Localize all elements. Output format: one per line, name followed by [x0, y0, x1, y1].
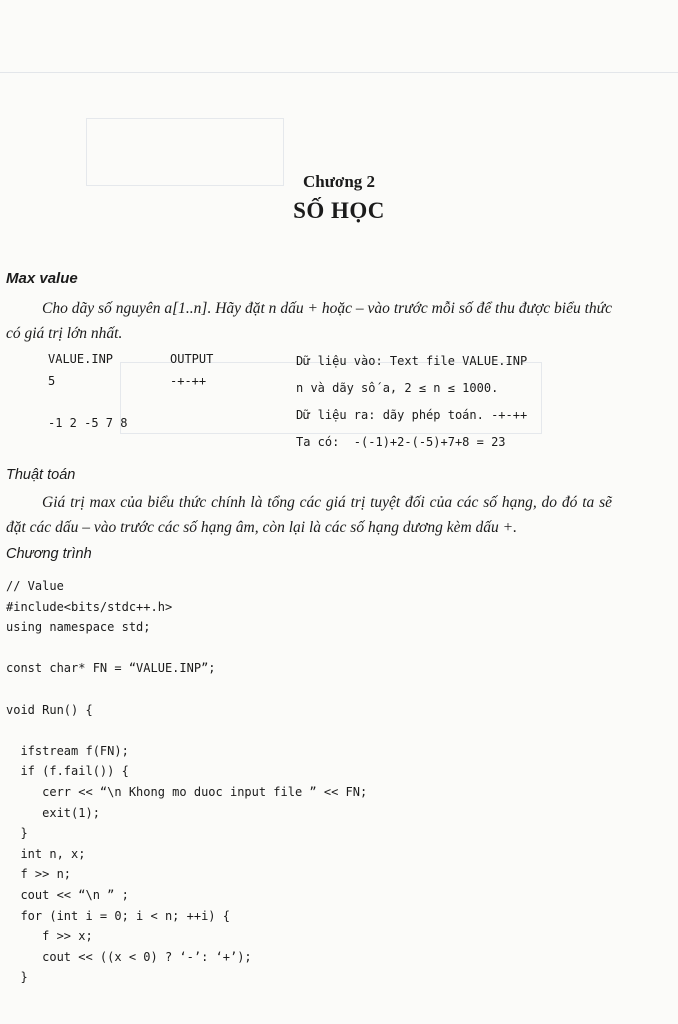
- code-line: exit(1);: [6, 805, 100, 820]
- code-line: }: [6, 970, 28, 985]
- io-note: Dữ liệu ra: dãy phép toán. -+-++: [296, 408, 528, 422]
- io-input-header: VALUE.INP: [48, 352, 114, 366]
- io-input-line2: -1 2 -5 7 8: [48, 416, 128, 430]
- code-line: ifstream f(FN);: [6, 743, 129, 758]
- io-input-line1: 5: [48, 374, 56, 388]
- io-note: n và dãy số a, 2 ≤ n ≤ 1000.: [296, 381, 499, 395]
- problem-statement-text: Cho dãy số nguyên a[1..n]. Hãy đặt n dấu + hoặc – vào trước mỗi số để thu được biểu thức có giá trị lớn nhất.: [6, 300, 612, 342]
- problem-title: Max value: [6, 270, 78, 287]
- io-note: Ta có: -(-1)+2-(-5)+7+8 = 23: [296, 435, 506, 449]
- code-line: const char* FN = “VALUE.INP”;: [6, 661, 216, 676]
- algorithm-heading: Thuật toán: [6, 467, 76, 483]
- algorithm-text: [6, 490, 612, 540]
- code-line: // Value: [6, 579, 64, 593]
- code-line: cout << “\n ” ;: [6, 887, 129, 902]
- problem-statement: [6, 296, 612, 346]
- io-output-header: OUTPUT: [170, 352, 214, 366]
- code-line: for (int i = 0; i < n; ++i) {: [6, 908, 230, 923]
- code-line: int n, x;: [6, 846, 86, 861]
- code-listing: [6, 576, 367, 988]
- code-line: void Run() {: [6, 702, 93, 717]
- code-line: using namespace std;: [6, 620, 151, 635]
- code-line: [6, 679, 367, 700]
- code-line: cerr << “\n Khong mo duoc input file ” << FN;: [6, 784, 368, 799]
- code-line: f >> x;: [6, 929, 93, 944]
- bleed-through-table: [120, 362, 542, 434]
- io-note: Dữ liệu vào: Text file VALUE.INP: [296, 354, 528, 368]
- bleed-through-rule: [0, 72, 678, 73]
- chapter-number: Chương 2: [302, 172, 376, 191]
- code-line: }: [6, 826, 28, 841]
- algorithm-text-body: Giá trị max của biểu thức chính là tổng các giá trị tuyệt đối của các số hạng, do đó ta sẽ đặt các dấu – vào trước các số hạng âm, còn lại là các số hạng dương kèm dấu +.: [6, 494, 612, 536]
- io-output-line1: -+-++: [170, 374, 207, 388]
- code-line: [6, 720, 367, 741]
- program-heading: Chương trình: [6, 546, 92, 562]
- code-line: cout << ((x < 0) ? ‘-’: ‘+’);: [6, 949, 252, 964]
- code-line: #include<bits/stdc++.h>: [6, 599, 173, 614]
- code-line: if (f.fail()) {: [6, 764, 129, 779]
- code-line: [6, 638, 367, 659]
- chapter-title: SỐ HỌC: [293, 198, 385, 223]
- code-line: f >> n;: [6, 867, 72, 882]
